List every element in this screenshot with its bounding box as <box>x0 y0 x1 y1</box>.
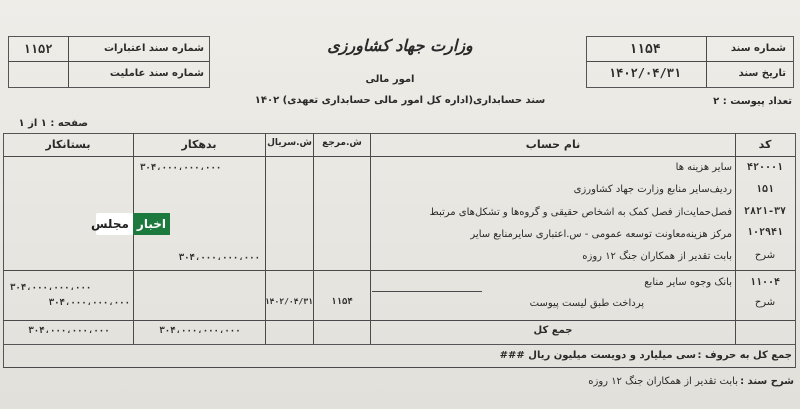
row-code: شرح <box>754 250 776 261</box>
total-label: جمع کل <box>533 325 573 336</box>
row-account: فصل‌حمایت‌از فصل کمک به اشخاص حقیقی و گروه‌ها و تشکل‌های مرتبط <box>429 207 732 218</box>
doc-description-label: شرح سند : <box>740 376 794 387</box>
document-title: سند حسابداری(اداره کل امور مالی حسابداری تعهدی) ۱۴۰۲ <box>254 95 546 106</box>
debit-amount: ۳۰۴،۰۰۰،۰۰۰،۰۰۰ <box>178 253 260 263</box>
total-credit: ۳۰۴،۰۰۰،۰۰۰،۰۰۰ <box>28 326 110 336</box>
credit-no-label: شماره سند اعتبارات <box>103 43 204 54</box>
row-account: بابت تقدیر از همکاران جنگ ۱۲ روزه <box>582 251 732 262</box>
credit-amount: ۳۰۴،۰۰۰،۰۰۰،۰۰۰ <box>48 298 130 308</box>
row-code: شرح <box>754 297 776 308</box>
total-words-label: جمع کل به حروف : <box>697 350 792 361</box>
ref-value: ۱۱۵۴ <box>331 297 353 307</box>
row-code: ۱۱۰۰۴ <box>749 277 781 288</box>
doc-no-value: ۱۱۵۴ <box>629 42 661 57</box>
col-account-name: نام حساب <box>525 138 581 151</box>
debit-amount: ۳۰۴،۰۰۰،۰۰۰،۰۰۰ <box>140 163 222 173</box>
total-words-value: سی میلیارد و دویست میلیون ریال ### <box>499 350 696 361</box>
row-account: سایر هزینه ها <box>675 162 732 173</box>
attachment-count: تعداد پیوست : ۲ <box>713 96 792 107</box>
department-title: امور مالی <box>365 74 415 85</box>
row-account: مرکز هزینه‌معاونت توسعه عمومی - س.اعتباری سایرمنابع سایر <box>470 229 732 240</box>
row-code: ۱۵۱ <box>755 184 775 195</box>
row-code: ۴۲۰۰۰۱ <box>746 162 784 173</box>
row-code: ۲۸۲۱-۳۷ <box>743 206 787 217</box>
doc-no-label: شماره سند <box>730 43 786 54</box>
ministry-title: وزارت جهاد کشاورزی <box>327 36 473 55</box>
col-credit: بستانکار <box>45 138 91 151</box>
row-account: پرداخت طبق لیست پیوست <box>529 298 644 309</box>
row-account: بانک وجوه سایر منابع <box>644 277 732 288</box>
doc-description-value: بابت تقدیر از همکاران جنگ ۱۲ روزه <box>588 376 738 387</box>
row-account: ردیف‌سایر منابع وزارت جهاد کشاورزی <box>573 184 732 195</box>
serial-value: ۱۴۰۲/۰۴/۳۱ <box>264 297 313 306</box>
credit-amount: ۳۰۴،۰۰۰،۰۰۰،۰۰۰ <box>10 283 92 293</box>
col-code: کد <box>758 138 772 151</box>
credit-no-value: ۱۱۵۲ <box>23 42 53 56</box>
doc-date-label: تاریخ سند <box>738 68 786 79</box>
col-ref-no: ش.سریال <box>267 138 312 148</box>
news-watermark-logo <box>90 213 170 235</box>
row-code: ۱۰۲۹۴۱ <box>746 227 784 238</box>
cash-no-label: شماره سند عاملیت <box>109 68 204 79</box>
page-number: صفحه : ۱ از ۱ <box>18 118 88 129</box>
col-debit: بدهکار <box>181 138 217 151</box>
col-ref: ش.مرجع <box>322 138 362 148</box>
total-debit: ۳۰۴،۰۰۰،۰۰۰،۰۰۰ <box>159 326 241 336</box>
watermark-part-2: مجلس <box>90 217 129 231</box>
doc-date-value: ۱۴۰۲/۰۴/۳۱ <box>608 66 682 80</box>
watermark-part-1: اخبار <box>133 213 170 235</box>
